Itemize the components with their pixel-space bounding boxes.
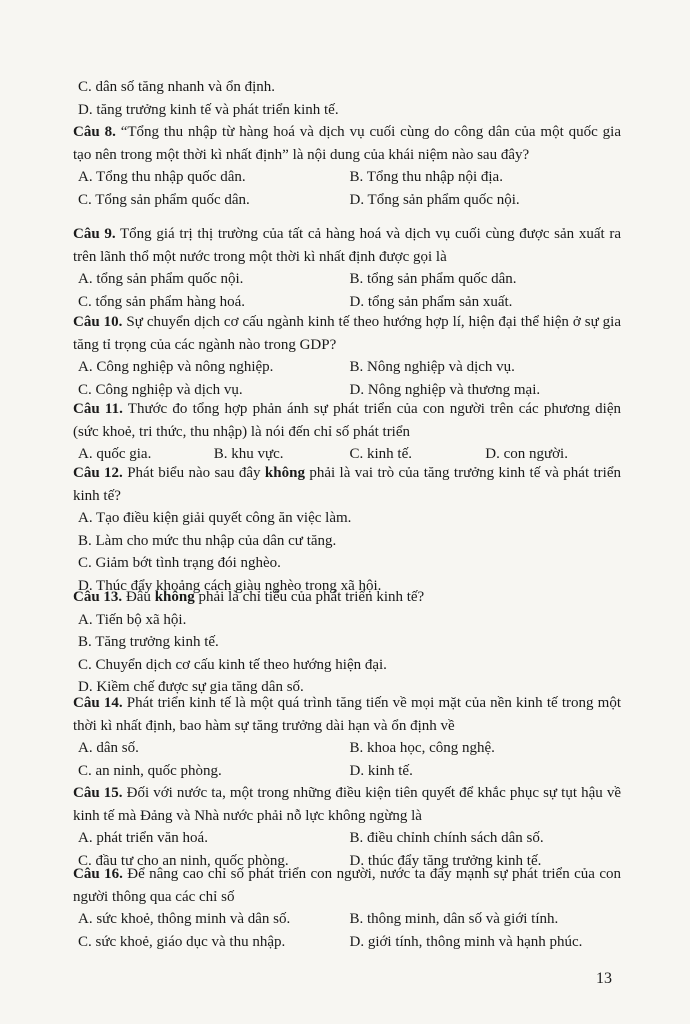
question-14 [73, 692, 621, 782]
question-text: Sự chuyển dịch cơ cấu ngành kinh tế theo hướng hợp lí, hiện đại thể hiện ở sự gia tăng tỉ trọng của các ngành nào trong GDP? [73, 314, 621, 353]
option-a: A. Công nghiệp và nông nghiệp. [78, 359, 274, 375]
question-number: Câu 10. [73, 314, 123, 330]
option-c: C. Giảm bớt tình trạng đói nghèo. [78, 555, 281, 571]
previous-question-options [73, 76, 621, 121]
option-a: A. Tiến bộ xã hội. [78, 611, 187, 628]
question-10 [73, 311, 621, 401]
question-text-start: Đâu [125, 589, 155, 605]
question-text: Thước đo tổng hợp phản ánh sự phát triển của con người trên các phương diện (sức khoẻ, tri thức, thu nhập) là nói đến chỉ số phát triển [73, 401, 621, 440]
option-d: D. Kiềm chế được sự gia tăng dân số. [78, 679, 304, 695]
option-a: A. dân số. [78, 740, 139, 756]
option-b: B. điều chỉnh chính sách dân số. [349, 830, 544, 846]
option-c: C. sức khoẻ, giáo dục và thu nhập. [78, 933, 286, 950]
option-c: C. dân số tăng nhanh và ổn định. [78, 79, 276, 95]
option-d: D. Tổng sản phẩm quốc nội. [349, 191, 520, 208]
option-b: B. khoa học, công nghệ. [349, 740, 495, 756]
question-text: Tổng giá trị thị trường của tất cả hàng hoá và dịch vụ cuối cùng được sản xuất ra trên lãnh thổ một nước trong một thời kì nhất định được gọi là [73, 226, 621, 265]
question-emphasis: không [264, 465, 305, 481]
page-number: 13 [596, 970, 612, 987]
question-text: Để nâng cao chỉ số phát triển con người, nước ta đẩy mạnh sự phát triển của con người thông qua các chỉ số [73, 866, 621, 905]
option-d: D. Thúc đẩy khoảng cách giàu nghèo trong xã hội. [78, 577, 382, 594]
question-text: Phát triển kinh tế là một quá trình tăng tiến về mọi mặt của nền kinh tế trong một thời kì nhất định, bao hàm sự tăng trưởng dài hạn và ổn định về [73, 695, 622, 734]
option-c: C. an ninh, quốc phòng. [78, 762, 222, 779]
option-b: B. Tăng trưởng kinh tế. [78, 634, 219, 650]
option-b: B. Nông nghiệp và dịch vụ. [349, 359, 515, 375]
option-b: B. Làm cho mức thu nhập của dân cư tăng. [78, 532, 337, 549]
option-b: B. khu vực. [213, 446, 284, 462]
question-text: “Tổng thu nhập từ hàng hoá và dịch vụ cuối cùng do công dân của một quốc gia tạo nên trong một thời kì nhất định” là nội dung của khái niệm nào sau đây? [73, 124, 621, 163]
option-a: A. sức khoẻ, thông minh và dân số. [78, 911, 291, 927]
question-text: Đối với nước ta, một trong những điều kiện tiên quyết để khắc phục sự tụt hậu về kinh tế mà Đảng và Nhà nước phải nỗ lực không ngừng là [73, 785, 622, 824]
question-number: Câu 8. [73, 124, 116, 140]
question-emphasis: không [154, 589, 195, 605]
option-b: B. tổng sản phẩm quốc dân. [349, 271, 517, 287]
question-16 [73, 863, 621, 953]
option-d: D. tăng trưởng kinh tế và phát triển kinh tế. [78, 101, 339, 118]
option-c: C. Chuyển dịch cơ cấu kinh tế theo hướng hiện đại. [78, 656, 387, 673]
option-a: A. quốc gia. [78, 446, 152, 462]
option-d: D. Nông nghiệp và thương mại. [349, 381, 541, 398]
question-15 [73, 782, 621, 872]
question-number: Câu 12. [73, 465, 123, 481]
option-c: C. Công nghiệp và dịch vụ. [78, 381, 243, 398]
option-c: C. đầu tư cho an ninh, quốc phòng. [78, 852, 289, 869]
option-d: D. thúc đẩy tăng trưởng kinh tế. [349, 852, 542, 869]
question-13 [73, 586, 621, 699]
option-c: C. tổng sản phẩm hàng hoá. [78, 293, 246, 310]
option-a: A. Tạo điều kiện giải quyết công ăn việc làm. [78, 510, 352, 526]
option-d: D. con người. [485, 446, 568, 462]
option-c: C. Tổng sản phẩm quốc dân. [78, 191, 250, 208]
question-11 [73, 398, 621, 466]
option-a: A. tổng sản phẩm quốc nội. [78, 271, 244, 287]
question-9 [73, 223, 621, 313]
question-number: Câu 15. [73, 785, 123, 801]
option-a: A. Tổng thu nhập quốc dân. [78, 169, 246, 185]
question-text-end: phải là vai trò của tăng trưởng kinh tế và phát triển kinh tế? [73, 465, 621, 504]
question-number: Câu 9. [73, 226, 116, 242]
question-number: Câu 14. [73, 695, 123, 711]
question-8 [73, 121, 621, 211]
option-d: D. giới tính, thông minh và hạnh phúc. [349, 933, 583, 950]
question-number: Câu 11. [73, 401, 123, 417]
option-a: A. phát triển văn hoá. [78, 830, 208, 846]
option-c: C. kinh tế. [349, 446, 412, 462]
option-d: D. kinh tế. [349, 762, 413, 779]
option-b: B. Tổng thu nhập nội địa. [349, 169, 503, 185]
question-number: Câu 13. [73, 589, 123, 605]
option-b: B. thông minh, dân số và giới tính. [349, 911, 559, 927]
question-text-start: Phát biểu nào sau đây [127, 465, 265, 481]
option-d: D. tổng sản phẩm sản xuất. [349, 293, 513, 310]
question-12 [73, 462, 621, 597]
question-text-end: phải là chỉ tiêu của phát triển kinh tế? [194, 589, 425, 605]
question-number: Câu 16. [73, 866, 123, 882]
